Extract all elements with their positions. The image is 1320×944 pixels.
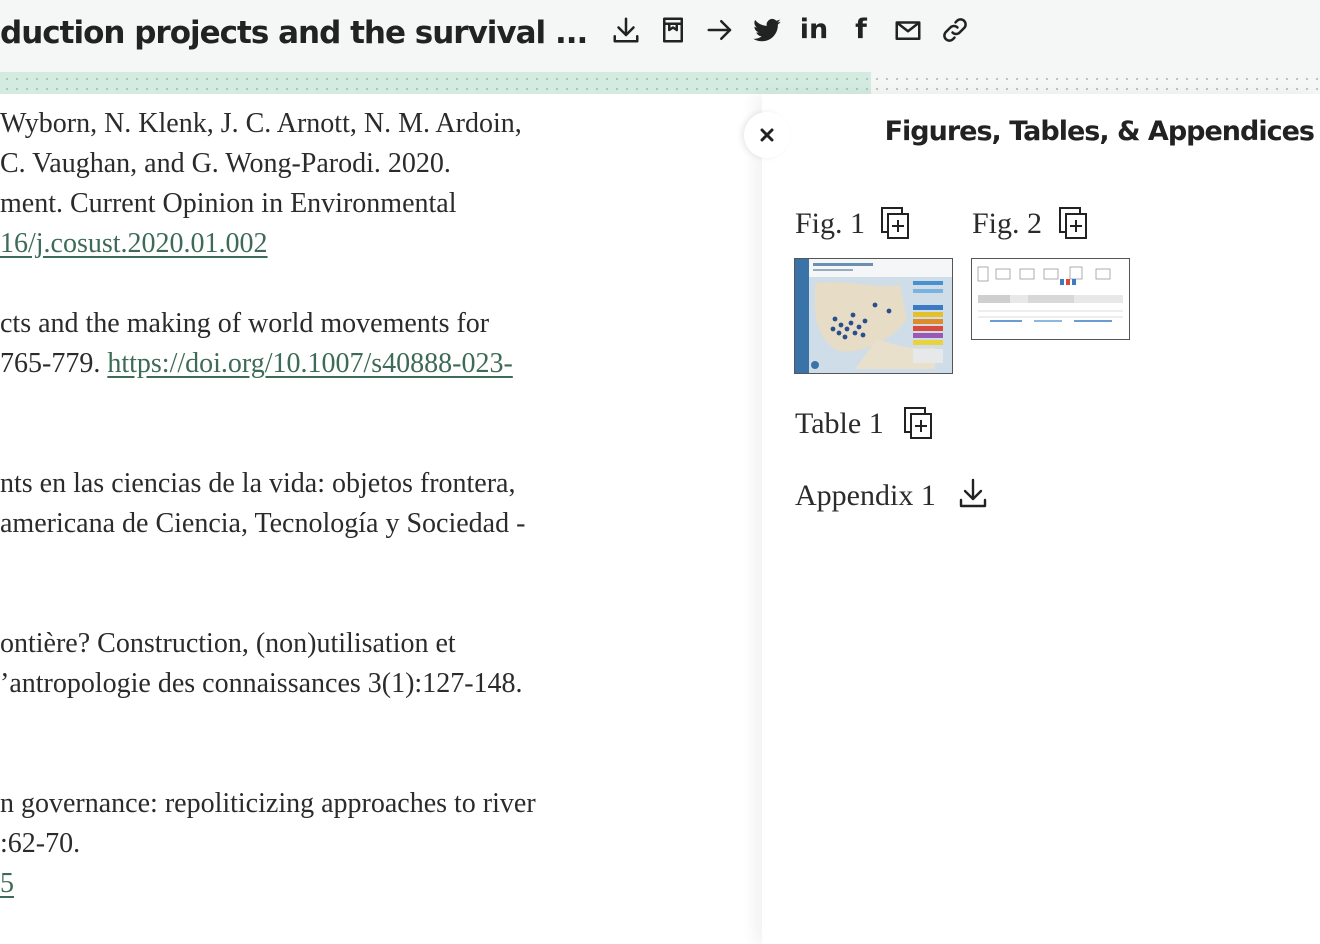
email-button[interactable] [890, 12, 926, 48]
reference-line: ment. Current Opinion in Environmental [0, 188, 457, 219]
references-list [0, 104, 740, 944]
reference-item [0, 304, 740, 384]
doi-link[interactable]: 16/j.cosust.2020.01.002 [0, 228, 268, 259]
figures-panel [762, 94, 1320, 944]
reference-item [0, 624, 740, 704]
reference-line: cts and the making of world movements for [0, 308, 490, 339]
link-icon [940, 15, 970, 45]
reference-line: americana de Ciencia, Tecnología y Sociedad - [0, 508, 526, 539]
close-icon [759, 127, 775, 143]
doi-link[interactable]: 5 [0, 868, 14, 899]
reference-item [0, 464, 740, 544]
fig2-expand-icon[interactable] [1058, 206, 1088, 240]
appendix1-download-icon[interactable] [958, 476, 988, 510]
arrow-right-icon [705, 15, 735, 45]
reference-line: :62-70. [0, 828, 81, 859]
map-thumbnail-icon [795, 259, 952, 373]
panel-title: Figures, Tables, & Appendices [884, 116, 1314, 147]
facebook-button[interactable] [843, 12, 879, 48]
reading-progress-bar [0, 72, 1320, 94]
bookmark-icon [658, 15, 688, 45]
facebook-icon: f [855, 14, 867, 45]
close-panel-button[interactable] [744, 112, 790, 158]
copy-link-button[interactable] [937, 12, 973, 48]
doi-link[interactable]: https://doi.org/10.1007/s40888-023- [107, 348, 513, 379]
fig1-expand-icon[interactable] [880, 206, 910, 240]
linkedin-button[interactable] [796, 12, 832, 48]
reference-line: ’antropologie des connaissances 3(1):127-148. [0, 668, 523, 699]
fig1-thumbnail[interactable] [794, 258, 953, 374]
reading-progress-fill [0, 72, 871, 94]
fig2-thumbnail[interactable] [971, 258, 1130, 340]
fig1-label[interactable]: Fig. 1 [795, 207, 866, 240]
reference-line-text: 765-779. [0, 348, 108, 379]
reference-line: n governance: repoliticizing approaches to river [0, 788, 536, 819]
mail-icon [893, 15, 923, 45]
appendix1-label[interactable]: Appendix 1 [795, 479, 936, 512]
reference-line: C. Vaughan, and G. Wong-Parodi. 2020. [0, 148, 451, 179]
article-title: duction projects and the survival ... [0, 15, 588, 51]
twitter-icon [752, 15, 782, 45]
reference-line [0, 224, 740, 264]
fig2-label[interactable]: Fig. 2 [972, 207, 1043, 240]
download-icon [611, 15, 641, 45]
reference-line: nts en las ciencias de la vida: objetos frontera, [0, 468, 516, 499]
reference-item [0, 784, 740, 904]
table1-expand-icon[interactable] [903, 406, 933, 440]
share-toolbar [608, 12, 984, 48]
twitter-button[interactable] [749, 12, 785, 48]
reference-line [0, 344, 740, 384]
reference-line [0, 864, 740, 904]
reference-item [0, 104, 740, 264]
share-arrow-button[interactable] [702, 12, 738, 48]
article-header [0, 0, 1320, 94]
reference-line: ontière? Construction, (non)utilisation et [0, 628, 456, 659]
linkedin-icon: in [799, 14, 829, 45]
download-button[interactable] [608, 12, 644, 48]
reference-line: Wyborn, N. Klenk, J. C. Arnott, N. M. Ardoin, [0, 108, 522, 139]
diagram-thumbnail-icon [972, 259, 1129, 339]
bookmark-button[interactable] [655, 12, 691, 48]
table1-label[interactable]: Table 1 [795, 407, 884, 440]
